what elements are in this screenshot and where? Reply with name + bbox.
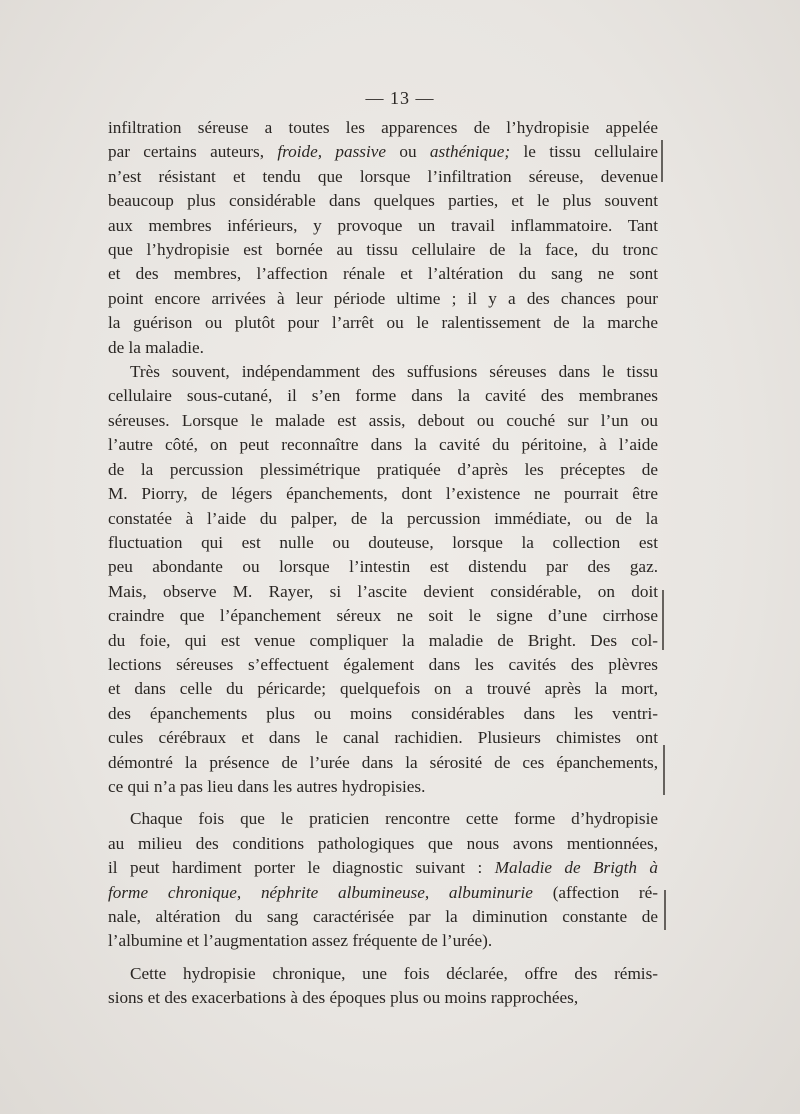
text-line (108, 458, 658, 482)
paragraph (108, 962, 658, 1011)
italic-text: asthénique; (429, 142, 511, 162)
text-segment: des épanchements plus ou moins considérables dans les ventri- (108, 703, 658, 723)
text-line (108, 807, 658, 831)
text-line (108, 555, 658, 579)
text-segment: , (424, 882, 449, 902)
text-line (108, 336, 658, 360)
text-segment: lections séreuses s’effectuent également dans les cavités des plèvres (108, 654, 658, 674)
text-line (108, 409, 658, 433)
text-line (108, 775, 658, 799)
paragraph (108, 360, 658, 799)
text-line (108, 629, 658, 653)
text-line (108, 140, 658, 164)
text-segment: du foie, qui est venue compliquer la maladie de Bright. Des col- (108, 630, 658, 650)
page-number: — 13 — (365, 88, 435, 108)
italic-text: forme chronique (108, 882, 237, 902)
margin-mark (661, 140, 663, 182)
text-segment: et dans celle du péricarde; quelquefois on a trouvé après la mort, (108, 679, 658, 699)
text-line (108, 287, 658, 311)
text-line (108, 962, 658, 986)
text-segment: l’autre côté, on peut reconnaître dans la cavité du péritoine, à l’aide (108, 435, 658, 455)
text-segment: de la percussion plessimétrique pratiquée d’après les préceptes de (108, 459, 658, 479)
text-segment: peu abondante ou lorsque l’intestin est distendu par des gaz. (108, 557, 658, 577)
text-segment: cules cérébraux et dans le canal rachidien. Plusieurs chimistes ont (108, 728, 658, 748)
paragraph (108, 807, 658, 953)
text-segment: craindre que l’épanchement séreux ne soit le signe d’une cirrhose (108, 606, 658, 626)
text-segment: ou (386, 142, 430, 162)
text-line (108, 238, 658, 262)
text-line (108, 507, 658, 531)
text-line (108, 189, 658, 213)
text-segment: que l’hydropisie est bornée au tissu cellulaire de la face, du tronc (108, 240, 658, 260)
margin-mark (663, 745, 665, 795)
text-segment: constatée à l’aide du palper, de la percussion immédiate, ou de la (108, 508, 658, 528)
text-segment: séreuses. Lorsque le malade est assis, debout ou couché sur l’un ou (108, 410, 658, 430)
text-segment: Cette hydropisie chronique, une fois déclarée, offre des rémis- (130, 963, 658, 983)
text-line (108, 702, 658, 726)
text-segment: l’albumine et l’augmentation assez fréquente de l’urée). (108, 931, 493, 951)
text-segment: nale, altération du sang caractérisée par la diminution constante de (108, 907, 658, 926)
text-line (108, 311, 658, 335)
text-line (108, 677, 658, 701)
paragraph (108, 116, 658, 360)
text-segment: cellulaire sous-cutané, il s’en forme dans la cavité des membranes (108, 386, 658, 406)
text-line (108, 905, 658, 929)
text-segment: le tissu cellulaire (510, 142, 659, 162)
text-line (108, 751, 658, 775)
text-segment: aux membres inférieurs, y provoque un travail inflammatoire. Tant (108, 215, 658, 235)
text-line (108, 580, 658, 604)
text-line (108, 482, 658, 506)
text-line (108, 214, 658, 238)
italic-text: froide, passive (277, 142, 387, 162)
text-segment: , (236, 882, 261, 902)
margin-mark (664, 890, 666, 930)
text-segment: Mais, observe M. Rayer, si l’ascite devient considérable, on doit (108, 581, 658, 601)
text-segment: démontré la présence de l’urée dans la sérosité de ces épanchements, (108, 752, 658, 772)
text-segment: sions et des exacerbations à des époques plus ou moins rapprochées, (108, 988, 579, 1008)
text-segment: Très souvent, indépendamment des suffusions séreuses dans le tissu (130, 362, 658, 382)
italic-text: néphrite albumineuse (260, 882, 425, 902)
text-line (108, 726, 658, 750)
text-segment: la guérison ou plutôt pour l’arrêt ou le ralentissement de la marche (108, 313, 658, 333)
text-line (108, 360, 658, 384)
text-segment: beaucoup plus considérable dans quelques parties, et le plus souvent (108, 191, 658, 211)
text-line (108, 929, 658, 953)
text-segment: n’est résistant et tendu que lorsque l’infiltration séreuse, devenue (108, 166, 658, 186)
italic-text: Maladie de Brigth à (494, 858, 658, 878)
text-line (108, 881, 658, 905)
text-segment: il peut hardiment porter le diagnostic suivant : (108, 858, 495, 878)
text-segment: M. Piorry, de légers épanchements, dont l’existence ne pourrait être (108, 484, 658, 504)
text-segment: ce qui n’a pas lieu dans les autres hydropisies. (108, 776, 426, 796)
margin-mark (662, 590, 664, 650)
text-segment: fluctuation qui est nulle ou douteuse, lorsque la collection est (108, 532, 658, 552)
body-text (108, 116, 658, 1011)
text-segment: et des membres, l’affection rénale et l’altération du sang ne sont (108, 264, 658, 284)
text-segment: au milieu des conditions pathologiques que nous avons mentionnées, (108, 833, 658, 853)
text-line (108, 653, 658, 677)
text-segment: Chaque fois que le praticien rencontre cette forme d’hydropisie (130, 809, 658, 829)
text-segment: par certains auteurs, (108, 142, 278, 162)
text-line (108, 116, 658, 140)
text-line (108, 986, 658, 1010)
text-segment: infiltration séreuse a toutes les apparences de l’hydropisie appelée (108, 118, 658, 137)
text-line (108, 604, 658, 628)
text-line (108, 384, 658, 408)
italic-text: albuminurie (448, 882, 533, 902)
text-line (108, 531, 658, 555)
text-line (108, 856, 658, 880)
text-segment: (affection ré- (532, 882, 658, 902)
text-segment: de la maladie. (108, 337, 204, 357)
text-line (108, 433, 658, 457)
text-line (108, 165, 658, 189)
text-line (108, 832, 658, 856)
text-segment: point encore arrivées à leur période ultime ; il y a des chances pour (108, 288, 658, 308)
text-line (108, 262, 658, 286)
